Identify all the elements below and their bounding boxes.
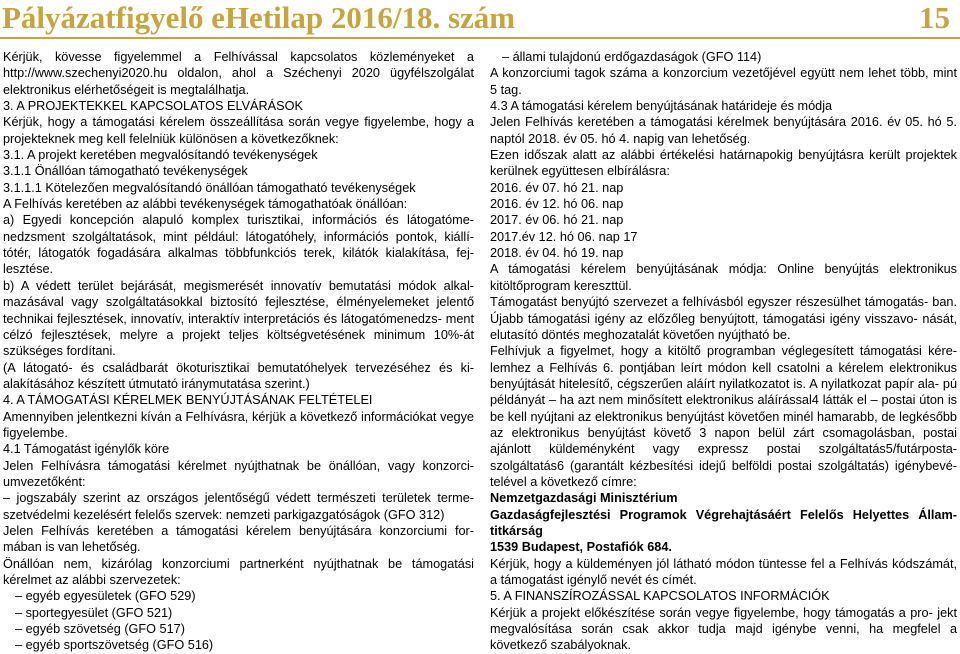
paragraph: 4.3 A támogatási kérelem benyújtásának határideje és módja (490, 99, 833, 114)
paragraph: – egyéb egyesületek (GFO 529) (15, 589, 196, 604)
paragraph: Felhívjuk a figyelmet, hogy a kitöltő programban véglegesített támogatási kére- lemhez a Felhívás 6. pontjában leírt módon kell csatolni a kérelem elektronikus benyújtását hitelesítő, cégszerűen aláírt nyilatkozatot is. A nyilatkozat papír ala- pú példányát – ha azt nem minősített elektronikus aláírással4 látták el – postai úton is be kell nyújtani az elektronikus benyújtást követően minél hamarabb, de legkésőbb az elektronikus benyújtást követő 3 napon belül zárt csomagolásban, postai ajánlott küldeményként vagy expressz postai szolgáltatás5/futárposta- szolgáltatás6 (garantált kézbesítési idejű belföldi postai szolgáltatás) igénybevé- telével a következő címre: (490, 344, 957, 489)
paragraph: – állami tulajdonú erdőgazdaságok (GFO 114) (502, 50, 762, 64)
paragraph: Amennyiben jelentkezni kíván a Felhívásra, kérjük a következő információkat vegye figyelembe. (3, 409, 474, 440)
paragraph: 3.1. A projekt keretében megvalósítandó tevékenységek (3, 148, 318, 163)
paragraph: Kérjük, hogy a küldeményen jól látható módon tüntesse fel a Felhívás kódszámát, a támogatást igénylő nevét és címét. (490, 556, 957, 587)
paragraph: 5. A FINANSZÍROZÁSSAL KAPCSOLATOS INFORMÁCIÓK (490, 589, 830, 604)
paragraph: Nemzetgazdasági Minisztérium (490, 491, 678, 506)
paragraph: 1539 Budapest, Postafiók 684. (490, 540, 672, 555)
paragraph: (A látogató- és családbarát ökoturisztikai bemutatóhelyek tervezéséhez és ki- alakításához készített útmutató iránymutatása szerint.) (3, 360, 474, 391)
paragraph: – egyéb szövetség (GFO 517) (15, 622, 185, 637)
paragraph: Kérjük a projekt előkészítése során vegye figyelembe, hogy támogatás a pro- jekt megvalósítása során csak akkor tudja majd igénybe venni, ha megfelel a következő szabályoknak. (490, 605, 957, 653)
paragraph: b) A védett terület bejárását, megismerését innovatív bemutatási módok alkal- mazásával vagy szolgáltatásokkal biztosító fejlesztése, élményelemeket jelentő technikai fejlesztések, innovatív, interaktív interpretációs és látogatómenedzs- ment célzó fejlesztések, melyre a projekt teljes költségvetésének minimum 10%-át szükséges fordítani. (3, 278, 474, 359)
paragraph: Jelen Felhívás keretében a támogatási kérelem benyújtására konzorciumi for- mában is van lehetőség. (3, 523, 474, 555)
paragraph: 2018. év 04. hó 19. nap (490, 246, 624, 261)
paragraph: 3.1.1.1 Kötelezően megvalósítandó önállóan támogatható tevékenységek (3, 180, 416, 195)
paragraph: 2016. év 12. hó 06. nap (490, 197, 624, 212)
paragraph: 4. A TÁMOGATÁSI KÉRELMEK BENYÚJTÁSÁNAK FELTÉTELEI (3, 393, 373, 408)
paragraph: Ezen időszak alatt az alábbi értékelési határnapokig benyújtásra került projektek kerülnek együttesen elbírálásra: (490, 148, 957, 179)
paragraph: A támogatási kérelem benyújtásának módja: Online benyújtás elektronikus kitöltőprogram kereszttül. (490, 262, 957, 293)
paragraph: Kérjük, hogy a támogatási kérelem összeállítása során vegye figyelembe, hogy a projekteknek meg kell felelniük különösen a következőknek: (3, 115, 474, 146)
paragraph: 3.1.1 Önállóan támogatható tevékenységek (3, 164, 248, 179)
paragraph: Jelen Felhívás keretében a támogatási kérelmek benyújtására 2016. év 05. hó 5. naptól 2018. év 05. hó 4. napig van lehetőség. (490, 115, 957, 146)
paragraph: – egyéb sportszövetség (GFO 516) (15, 638, 214, 653)
paragraph: Kérjük, kövesse figyelemmel a Felhívással kapcsolatos közleményeket a http://www.szechenyi2020.hu oldalon, ahol a Széchenyi 2020 ügyfélszolgálat elektronikus elérhetőségeit is megtalálhatja. (3, 50, 474, 97)
paragraph: 4.1 Támogatást igénylők köre (3, 442, 170, 457)
paragraph: 3. A PROJEKTEKKEL KAPCSOLATOS ELVÁRÁSOK (3, 99, 303, 114)
paragraph: 2016. év 07. hó 21. nap (490, 180, 624, 195)
publication-title: Pályázatfigyelő eHetilap 2016/18. szám (2, 0, 516, 35)
paragraph: Gazdaságfejlesztési Programok Végrehajtásáért Felelős Helyettes Állam- titkárság (490, 507, 957, 538)
paragraph: Önállóan nem, kizárólag konzorciumi partnerként nyújthatnak be támogatási kérelmet az alábbi szervezetek: (3, 556, 474, 587)
paragraph: Jelen Felhívásra támogatási kérelmet nyújthatnak be önállóan, vagy konzorci- umvezetőként: (3, 458, 474, 489)
left-column (3, 49, 474, 654)
paragraph: 2017. év 06. hó 21. nap (490, 213, 624, 228)
paragraph: 2017.év 12. hó 06. nap 17 (490, 229, 638, 244)
paragraph: a) Egyedi koncepción alapuló komplex turisztikai, információs és látogatóme- nedzsment szolgáltatások, mint például: látogatóhely, információs pontok, kiállí- tótér, látogatók fogadására alkalmas többfunkciós terek, kilátók kialakítása, fej- lesztése. (3, 213, 474, 277)
paragraph: – sportegyesület (GFO 521) (15, 605, 173, 620)
paragraph: A konzorciumi tagok száma a konzorcium vezetőjével együtt nem lehet több, mint 5 tag. (490, 66, 957, 97)
page-number: 15 (919, 0, 950, 35)
page-header (0, 0, 960, 38)
paragraph: Támogatást benyújtó szervezet a felhívásból egyszer részesülhet támogatás- ban. Újabb támogatási igény az előzőleg benyújtott, támogatási igény visszavo- nását, elutasító döntés meghozatalát követően nyújtható be. (490, 295, 957, 342)
right-column (490, 49, 957, 654)
paragraph: A Felhívás keretében az alábbi tevékenységek támogathatóak önállóan: (3, 197, 408, 212)
paragraph: – jogszabály szerint az országos jelentőségű védett természeti területek terme- szetvédelmi kezelésért felelős szervek: nemzeti parkigazgatóságok (GFO 312) (3, 491, 474, 522)
header-divider (0, 37, 960, 39)
